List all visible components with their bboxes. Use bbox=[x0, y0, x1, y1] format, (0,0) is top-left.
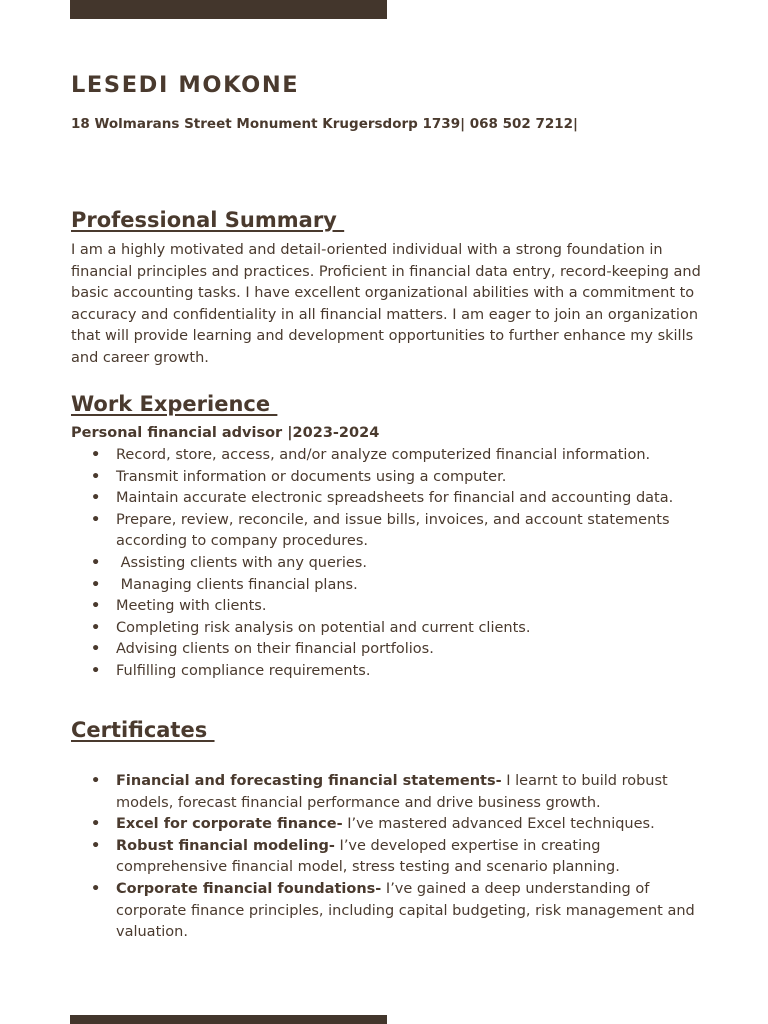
list-item: • Maintain accurate electronic spreadsheets for financial and accounting data. bbox=[71, 488, 711, 510]
bottom-decorative-bar bbox=[70, 1015, 387, 1024]
certificate-title: Corporate financial foundations- bbox=[116, 880, 382, 897]
list-item: • Meeting with clients. bbox=[71, 596, 711, 618]
certificate-description: I’ve mastered advanced Excel techniques. bbox=[342, 816, 655, 833]
certificate-title: Financial and forecasting financial statements- bbox=[116, 773, 502, 789]
contact-address: 18 Wolmarans Street Monument Krugersdorp 1739| 068 502 7212| bbox=[71, 116, 578, 132]
list-item: • Fulfilling compliance requirements. bbox=[71, 661, 711, 683]
list-item: • Managing clients financial plans. bbox=[71, 575, 711, 597]
summary-text: I am a highly motivated and detail-oriented individual with a strong foundation in financial principles and practices. Proficient in financial data entry, record-keeping and basic accounting tasks. I have excellent organizational abilities with a commitment to accuracy and confidentiality in all financial matters. I am eager to join an organization that will provide learning and development opportunities to further enhance my skills and career growth. bbox=[71, 242, 701, 366]
list-item: • Assisting clients with any queries. bbox=[71, 553, 711, 575]
certificate-item bbox=[71, 879, 711, 944]
certificates-list bbox=[71, 771, 711, 944]
certificate-description: I’ve gained a deep understanding of corporate finance principles, including capital budgeting, risk management and valuation. bbox=[116, 880, 700, 941]
certificate-title: Excel for corporate finance- bbox=[116, 816, 343, 833]
certificate-description: I’ve developed expertise in creating comprehensive financial model, stress testing and scenario planning. bbox=[116, 837, 620, 876]
list-item: • Transmit information or documents using a computer. bbox=[71, 467, 711, 489]
list-item: • Advising clients on their financial portfolios. bbox=[71, 639, 711, 661]
candidate-name: LESEDI MOKONE bbox=[71, 72, 300, 98]
list-item: • Prepare, review, reconcile, and issue bills, invoices, and account statements according to company procedures. bbox=[71, 510, 711, 553]
top-decorative-bar bbox=[70, 0, 387, 19]
list-item: • Completing risk analysis on potential and current clients. bbox=[71, 618, 711, 640]
certificate-item bbox=[71, 814, 711, 836]
certificate-description: I learnt to build robust models, forecast financial performance and drive business growth. bbox=[116, 773, 673, 811]
certificate-item bbox=[71, 771, 711, 814]
certificate-title: Robust financial modeling- bbox=[116, 837, 335, 854]
summary-heading: Professional Summary bbox=[71, 208, 345, 232]
work-experience-heading: Work Experience bbox=[71, 392, 278, 416]
list-item: • Record, store, access, and/or analyze computerized financial information. bbox=[71, 445, 711, 467]
certificates-heading: Certificates bbox=[71, 718, 215, 742]
job-title: Personal financial advisor |2023-2024 bbox=[71, 425, 380, 441]
certificate-item bbox=[71, 836, 711, 879]
duties-list bbox=[71, 445, 711, 683]
